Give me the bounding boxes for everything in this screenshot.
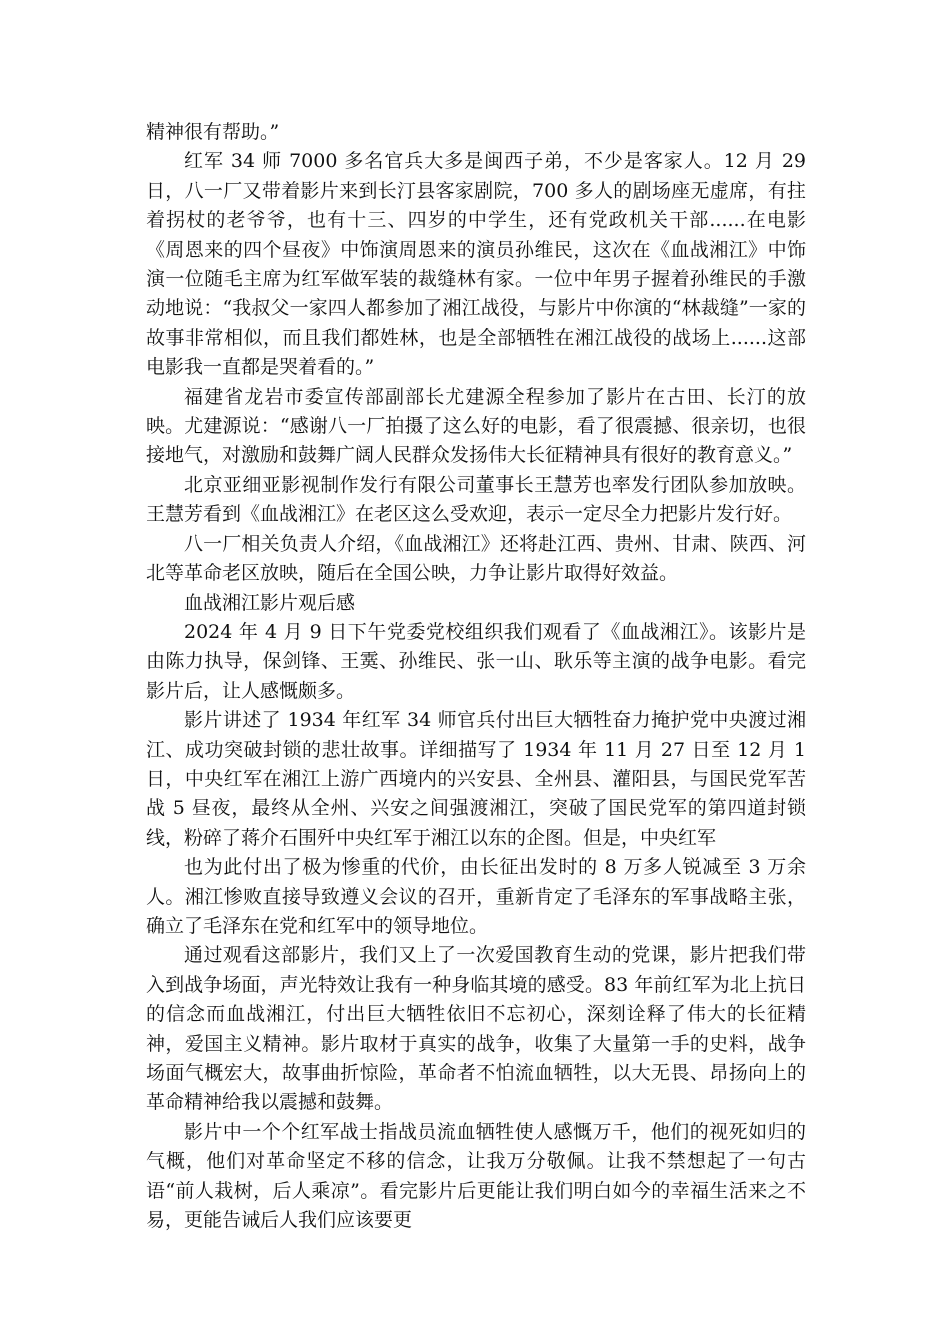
paragraph-cost-of-battle: 也为此付出了极为惨重的代价，由长征出发时的 8 万多人锐减至 3 万余人。湘江惨败直接导致遵义会议的召开，重新肯定了毛泽东的军事战略主张，确立了毛泽东在党和红军中的领导地位。 <box>146 856 806 937</box>
section-heading: 血战湘江影片观后感 <box>184 591 356 614</box>
paragraph-reflection: 影片中一个个红军战士指战员流血牺牲使人感慨万千，他们的视死如归的气概，他们对革命坚定不移的信念，让我万分敬佩。让我不禁想起了一句古语“前人栽树，后人乘凉”。看完影片后更能让我们明白如今的幸福生活来之不易，更能告诫后人我们应该要更 <box>146 1120 806 1232</box>
paragraph-film-plot: 影片讲述了 1934 年红军 34 师官兵付出巨大牺牲奋力掩护党中央渡过湘江、成功突破封锁的悲壮故事。详细描写了 1934 年 11 月 27 日至 12 月 1 日，中央红军在湘江上游广西境内的兴安县、全州县、灌阳县，与国民党军苦战 5 昼夜，最终从全州、兴安之间强渡湘江，突破了国民党军的第四道封锁线，粉碎了蒋介石围歼中央红军于湘江以东的企图。但是，中央红军 <box>146 709 806 849</box>
document-body <box>146 118 806 1235</box>
paragraph-future-screenings: 八一厂相关负责人介绍，《血战湘江》还将赴江西、贵州、甘肃、陕西、河北等革命老区放映，随后在全国公映，力争让影片取得好效益。 <box>146 532 806 585</box>
paragraph-distributor: 北京亚细亚影视制作发行有限公司董事长王慧芳也率发行团队参加放映。王慧芳看到《血战湘江》在老区这么受欢迎，表示一定尽全力把影片发行好。 <box>146 473 806 526</box>
paragraph-continuation: 精神很有帮助。” <box>146 121 280 143</box>
paragraph-viewing-intro: 2024 年 4 月 9 日下午党委党校组织我们观看了《血战湘江》。该影片是由陈力执导，保剑锋、王霙、孙维民、张一山、耿乐等主演的战争电影。看完影片后，让人感慨颇多。 <box>146 620 806 702</box>
paragraph-changting-screening: 红军 34 师 7000 多名官兵大多是闽西子弟，不少是客家人。12 月 29 日，八一厂又带着影片来到长汀县客家剧院，700 多人的剧场座无虚席，有拄着拐杖的老爷爷，也有十三、四岁的中学生，还有党政机关干部......在电影《周恩来的四个昼夜》中饰演周恩来的演员孙维民，这次在《血战湘江》中饰演一位随毛主席为红军做军装的裁缝林有家。一位中年男子握着孙维民的手激动地说：“我叔父一家四人都参加了湘江战役，与影片中你演的“林裁缝”一家的故事非常相似，而且我们都姓林，也是全部牺牲在湘江战役的战场上......这部电影我一直都是哭着看的。” <box>146 150 806 379</box>
paragraph-longyan-official: 福建省龙岩市委宣传部副部长尤建源全程参加了影片在古田、长汀的放映。尤建源说：“感谢八一厂拍摄了这么好的电影，看了很震撼、很亲切，也很接地气，对激励和鼓舞广阔人民群众发扬伟大长征精神具有很好的教育意义。” <box>146 385 806 467</box>
paragraph-patriotic-lesson: 通过观看这部影片，我们又上了一次爱国教育生动的党课，影片把我们带入到战争场面，声光特效让我有一种身临其境的感受。83 年前红军为北上抗日的信念而血战湘江，付出巨大牺牲依旧不忘初心，深刻诠释了伟大的长征精神，爱国主义精神。影片取材于真实的战争，收集了大量第一手的史料，战争场面气概宏大，故事曲折惊险，革命者不怕流血牺牲，以大无畏、昂扬向上的革命精神给我以震撼和鼓舞。 <box>146 944 806 1114</box>
